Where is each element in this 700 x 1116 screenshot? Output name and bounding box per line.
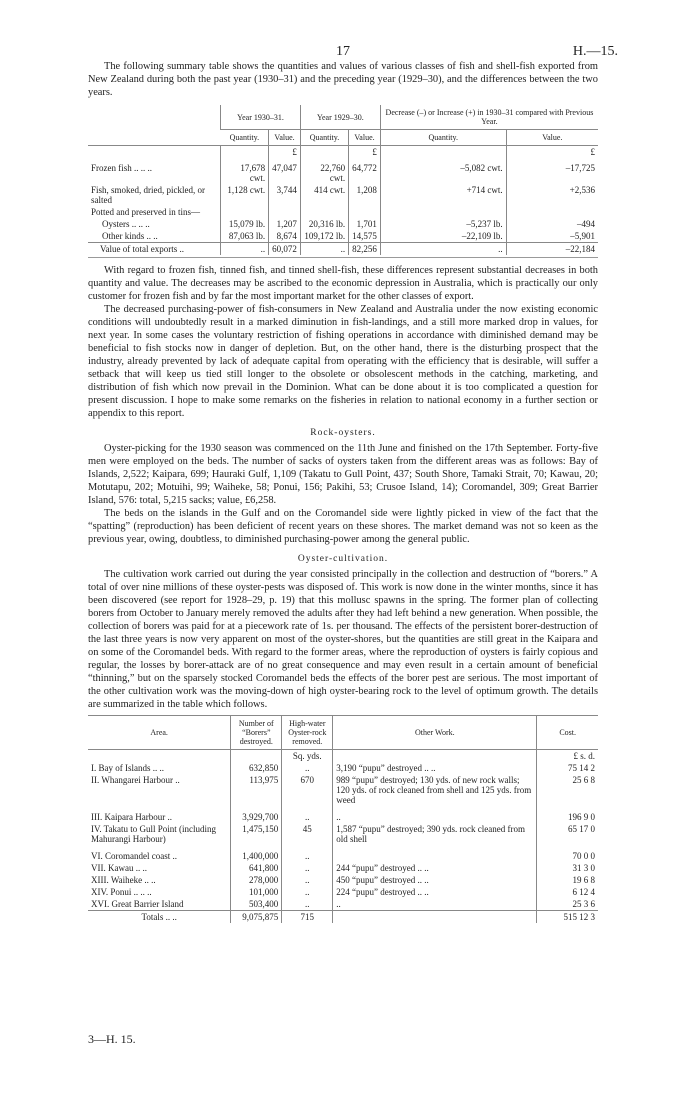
table-row (88, 230, 598, 243)
borers-destroyed: 9,075,875 (231, 911, 282, 924)
total-label: Value of total exports .. (88, 243, 221, 256)
value-1930-31: 8,674 (269, 230, 301, 243)
table2-area-header: Area. (88, 716, 231, 750)
value-1929-30: 1,701 (349, 218, 381, 230)
row-label: Fish, smoked, dried, pickled, or salted (91, 185, 205, 205)
cost: 515 12 3 (537, 911, 598, 924)
table1-val-header: Value. (506, 130, 598, 146)
other-work: 989 “pupu” destroyed; 130 yds. of new rock walls; 120 yds. of rock cleaned from shell and 125 yds. from weed (333, 774, 537, 806)
row-label: Oysters .. .. .. (102, 219, 150, 229)
qty-1929-30: 109,172 lb. (300, 230, 348, 243)
paragraph-purchasing-power: The decreased purchasing-power of fish-consumers in New Zealand and Australia under the now existing economic conditions will undoubtedly result in a marked diminution in fish-landings, and a still more marked drop in values, for next year. In some cases the voluntary restriction of fishing operations in accordance with diminished demand may be beneficial to fish stocks now in danger of depletion. But, on the other hand, there is the disturbing prospect that the industry, already prevented by lack of adequate capital from operating with the efficiency that is desirable, will suffer a setback that will keep us tied still longer to the obsolete or obsolescent methods in the catching, marketing, and distribution of fish which now prevail in the Dominion. What can be done about it is too complicated a question for present discussion. I hope to make some remarks on the fisheries in relation to national economy in a further section or appendix to this report. (88, 304, 598, 419)
borers-destroyed: 113,975 (231, 774, 282, 806)
table-row (88, 874, 598, 886)
export-summary-table (88, 105, 598, 255)
other-work: .. (333, 898, 537, 911)
qty-1929-30: .. (300, 243, 348, 256)
area-name: VII. Kawau .. .. (91, 863, 147, 873)
value-difference: –17,725 (506, 162, 598, 184)
value-1930-31: 3,744 (269, 184, 301, 206)
row-label: Potted and preserved in tins— (91, 207, 200, 217)
other-work: 1,587 “pupu” destroyed; 390 yds. rock cleaned from old shell (333, 823, 537, 845)
cost: 65 17 0 (537, 823, 598, 845)
qty-1930-31: 87,063 lb. (221, 230, 269, 243)
other-work: 3,190 “pupu” destroyed .. .. (333, 762, 537, 774)
value-difference: +2,536 (506, 184, 598, 206)
footer-signature: 3—H. 15. (88, 1032, 136, 1046)
other-work: 450 “pupu” destroyed .. .. (333, 874, 537, 886)
value-1930-31: 60,072 (269, 243, 301, 256)
table2-borers-header: Number of “Borers” destroyed. (231, 716, 282, 750)
area-name: XIV. Ponui .. .. .. (91, 887, 152, 897)
cultivation-table (88, 715, 598, 923)
rock-removed: 715 (282, 911, 333, 924)
qty-difference (380, 206, 506, 218)
section-heading-rock-oysters: Rock-oysters. (310, 428, 376, 438)
table-row (88, 206, 598, 218)
rock-removed: 45 (282, 823, 333, 845)
cost: 25 3 6 (537, 898, 598, 911)
qty-1929-30: 20,316 lb. (300, 218, 348, 230)
qty-1930-31 (221, 206, 269, 218)
rock-removed: 670 (282, 774, 333, 806)
table-row (88, 886, 598, 898)
borers-destroyed: 278,000 (231, 874, 282, 886)
rock-removed: .. (282, 845, 333, 862)
value-1930-31 (269, 206, 301, 218)
qty-1930-31: 17,678 cwt. (221, 162, 269, 184)
table1-qty-header: Quantity. (380, 130, 506, 146)
table1-val-header: Value. (269, 130, 301, 146)
table1-header-year1: Year 1930–31. (221, 105, 301, 130)
borers-destroyed: 503,400 (231, 898, 282, 911)
section-heading-oyster-cultivation: Oyster-cultivation. (297, 554, 389, 564)
lsd-unit: £ s. d. (537, 750, 598, 763)
table2-unit-row (88, 750, 598, 763)
borers-destroyed: 632,850 (231, 762, 282, 774)
table1-header-year2: Year 1929–30. (300, 105, 380, 130)
qty-1929-30 (300, 206, 348, 218)
cost: 70 0 0 (537, 845, 598, 862)
qty-1930-31: 1,128 cwt. (221, 184, 269, 206)
value-difference: –22,184 (506, 243, 598, 256)
page-header (88, 0, 618, 60)
area-name: XIII. Waiheke .. .. (91, 875, 156, 885)
table-row (88, 218, 598, 230)
qty-difference: .. (380, 243, 506, 256)
table2-other-header: Other Work. (333, 716, 537, 750)
total-label: Totals .. .. (88, 911, 231, 924)
table-row (88, 774, 598, 806)
qty-difference: –5,237 lb. (380, 218, 506, 230)
cost: 75 14 2 (537, 762, 598, 774)
area-name: XVI. Great Barrier Island (91, 899, 184, 909)
row-label: Frozen fish .. .. .. (91, 163, 152, 173)
qty-1930-31: .. (221, 243, 269, 256)
table-row (88, 898, 598, 911)
table1-header-diff: Decrease (–) or Increase (+) in 1930–31 compared with Previous Year. (380, 105, 598, 130)
table-row (88, 806, 598, 823)
cost: 196 9 0 (537, 806, 598, 823)
rock-removed: .. (282, 874, 333, 886)
paragraph-oyster-picking: Oyster-picking for the 1930 season was commenced on the 11th June and finished on the 17th September. Forty-five men were employed on the beds. The number of sacks of oysters taken from the different areas was as follows: Bay of Islands, 2,522; Kaipara, 699; Hauraki Gulf, 1,109 (Takatu to Gull Point, 437; South Shore, Tamaki Strait, 70; Kawau, 20; Motutapu, 202; Motuihi, 99; Waiheke, 58; Ponui, 156; Pakihi, 53; Crusoe Island, 14); Coromandel, 309; Great Barrier Island, 576: total, 5,215 sacks; value, £6,258. (88, 443, 598, 506)
value-1929-30: 1,208 (349, 184, 381, 206)
table-row (88, 762, 598, 774)
cost: 31 3 0 (537, 862, 598, 874)
cost: 6 12 4 (537, 886, 598, 898)
pound-unit: £ (349, 146, 381, 163)
divider (88, 257, 598, 258)
area-name: III. Kaipara Harbour .. (91, 812, 172, 822)
borers-destroyed: 1,400,000 (231, 845, 282, 862)
other-work: 224 “pupu” destroyed .. .. (333, 886, 537, 898)
rock-removed: .. (282, 886, 333, 898)
page-number: 17 (336, 44, 350, 59)
qty-difference: +714 cwt. (380, 184, 506, 206)
cost: 19 6 8 (537, 874, 598, 886)
pound-unit: £ (506, 146, 598, 163)
value-difference: –494 (506, 218, 598, 230)
cost: 25 6 8 (537, 774, 598, 806)
table-row (88, 184, 598, 206)
table-row (88, 862, 598, 874)
other-work: 244 “pupu” destroyed .. .. (333, 862, 537, 874)
borers-destroyed: 1,475,150 (231, 823, 282, 845)
paragraph-beds: The beds on the islands in the Gulf and on the Coromandel side were lightly picked in view of the fact that the “spatting” (reproduction) has been deficient of recent years on these shores. The market demand was not so keen as the previous year, owing, doubtless, to diminished purchasing-power among the general public. (88, 508, 598, 545)
qty-1930-31: 15,079 lb. (221, 218, 269, 230)
table1-qty-header: Quantity. (221, 130, 269, 146)
row-label: Other kinds .. .. (102, 231, 158, 241)
area-name: II. Whangarei Harbour .. (91, 775, 180, 785)
paragraph-frozen-fish: With regard to frozen fish, tinned fish, and tinned shell-fish, these differences represent substantial decreases in both quantity and value. The decreases may be ascribed to the economic depression in Australia, which is practically our only customer for frozen fish and by far the most important market for the other classes of export. (88, 265, 598, 302)
value-1930-31: 1,207 (269, 218, 301, 230)
rock-removed: .. (282, 806, 333, 823)
qty-1929-30: 414 cwt. (300, 184, 348, 206)
qty-difference: –22,109 lb. (380, 230, 506, 243)
qty-difference: –5,082 cwt. (380, 162, 506, 184)
rock-removed: .. (282, 898, 333, 911)
table-row (88, 845, 598, 862)
other-work: .. (333, 806, 537, 823)
table1-unit-row (88, 146, 598, 163)
qty-1929-30: 22,760 cwt. (300, 162, 348, 184)
area-name: I. Bay of Islands .. .. (91, 763, 164, 773)
table2-cost-header: Cost. (537, 716, 598, 750)
total-row (88, 911, 598, 924)
table-row (88, 162, 598, 184)
area-name: IV. Takatu to Gull Point (including Mahurangi Harbour) (91, 824, 217, 844)
table-row (88, 823, 598, 845)
area-name: VI. Coromandel coast .. (91, 851, 177, 861)
rock-removed: .. (282, 762, 333, 774)
value-1930-31: 47,047 (269, 162, 301, 184)
table1-qty-header: Quantity. (300, 130, 348, 146)
sq-yds-unit: Sq. yds. (282, 750, 333, 763)
borers-destroyed: 101,000 (231, 886, 282, 898)
document-reference: H.—15. (572, 44, 618, 59)
pound-unit: £ (269, 146, 301, 163)
value-1929-30: 64,772 (349, 162, 381, 184)
table1-blank-header (88, 105, 221, 146)
table1-val-header: Value. (349, 130, 381, 146)
table2-rock-header: High-water Oyster-rock removed. (282, 716, 333, 750)
borers-destroyed: 3,929,700 (231, 806, 282, 823)
document-page (88, 0, 618, 1046)
intro-paragraph: The following summary table shows the quantities and values of various classes of fish and shell-fish exported from New Zealand during both the past year (1930–31) and the preceding year (1929–30), and the differences between the two years. (88, 61, 598, 98)
value-1929-30: 82,256 (349, 243, 381, 256)
rock-removed: .. (282, 862, 333, 874)
other-work (333, 845, 537, 862)
other-work (333, 911, 537, 924)
value-difference (506, 206, 598, 218)
total-row (88, 243, 598, 256)
value-difference: –5,901 (506, 230, 598, 243)
paragraph-cultivation: The cultivation work carried out during the year consisted principally in the collection and destruction of “borers.” A total of over nine millions of these oyster-pests was disposed of. This work is now done in the winter months, since it has been discovered (see report for 1928–29, p. 19) that this mollusc spawns in the spring. The former plan of collecting borers from October to January merely removed the adults after they had left behind a new generation. When possible, the collection of borers was paid for at a piecework rate of 1s. per thousand. The effects of the persistent borer-destruction of the last three years is now very apparent on most of the oyster-shores, but the quantities are still great in the Kaipara and on some of the Coromandel beds. With regard to the former areas, where the reproduction of oysters is fairly copious and regular, the losses by borer-attack are of no great consequence and may even result in a certain amount of beneficial “thinning,” but on the sparsely stocked Coromandel beds the effects of the borer pest are serious. The most important of the other cultivation work was the moving-down of high oyster-bearing rock to the level of optimum growth. The details are summarized in the table which follows. (88, 569, 598, 710)
value-1929-30 (349, 206, 381, 218)
value-1929-30: 14,575 (349, 230, 381, 243)
borers-destroyed: 641,800 (231, 862, 282, 874)
